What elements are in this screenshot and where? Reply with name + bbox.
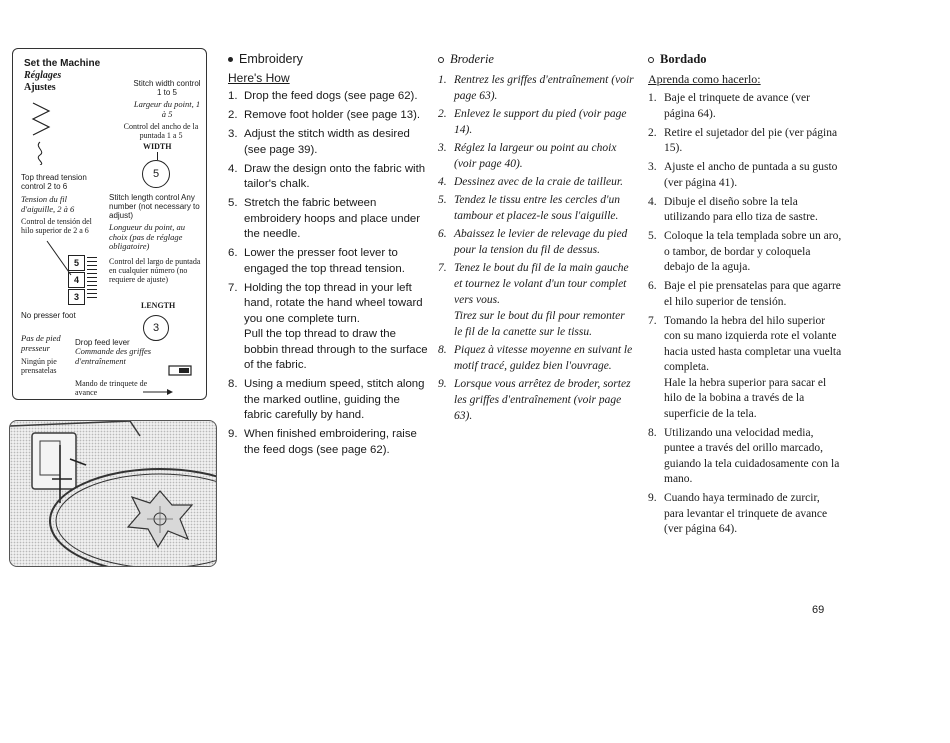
embroidery-hoop-illustration (10, 421, 216, 566)
tension-label-fr: Tension du fil d'aiguille, 2 à 6 (21, 194, 75, 214)
list-item (648, 229, 842, 276)
spanish-steps (648, 91, 842, 538)
step-number: 3. (438, 142, 447, 154)
step-number: 7. (648, 314, 657, 327)
list-item (438, 106, 635, 138)
stitch-width-label-en: Stitch width control 1 to 5 (133, 79, 201, 97)
step-number: 5. (438, 194, 447, 206)
step-number: 3. (228, 128, 238, 140)
list-item (648, 314, 842, 423)
list-item (648, 279, 842, 310)
spanish-heading-text: Bordado (660, 52, 707, 66)
bullet-icon (648, 57, 654, 63)
french-heading-text: Broderie (450, 52, 494, 66)
tension-dial-stack (68, 255, 102, 307)
step-text: Tendez le tissu entre les cercles d'un tambour et placez-le sous l'aiguille. (454, 194, 620, 222)
step-number: 6. (228, 247, 238, 259)
step-note: Tirez sur le bout du fil pour remonter le fil de la canette sur le tissu. (454, 310, 625, 338)
machine-settings-panel (12, 48, 207, 400)
list-item (648, 91, 842, 122)
tension-mark-3: 3 (68, 289, 85, 305)
stitch-length-label-es: Control del largo de puntada en cualquier número (no requiere de ajuste) (109, 257, 201, 284)
list-item (228, 246, 428, 277)
step-number: 9. (438, 378, 447, 390)
presser-foot-label-fr: Pas de pied presseur (21, 333, 61, 353)
list-item (438, 376, 635, 424)
list-item (228, 427, 428, 458)
step-text: Utilizando una velocidad media, puntee a través del orillo marcado, guiando la tela cuidadosamente con la mano. (664, 426, 840, 485)
feed-lever-label-es: Mando de trinquete de avance (75, 379, 148, 397)
step-text: Dessinez avec de la craie de tailleur. (454, 176, 623, 188)
list-item (438, 140, 635, 172)
bullet-icon (438, 57, 444, 63)
step-text: Enlevez le support du pied (voir page 14). (454, 108, 627, 136)
step-text: Rentrez les griffes d'entraînement (voir page 63). (454, 74, 634, 102)
panel-title-fr: Réglages (24, 70, 62, 81)
step-number: 8. (228, 378, 238, 390)
english-column (228, 52, 428, 462)
feed-lever-label-en: Drop feed lever (75, 338, 130, 347)
step-number: 6. (438, 228, 447, 240)
step-number: 9. (648, 492, 657, 504)
length-dial-value: 3 (152, 322, 160, 334)
width-dial-label: WIDTH (143, 142, 172, 151)
step-note: Pull the top thread to draw the bobbin thread through to the surface of the fabric. (244, 328, 428, 371)
list-item (438, 192, 635, 224)
list-item (648, 126, 842, 157)
step-text: Lower the presser foot lever to engaged the top thread tension. (244, 247, 405, 275)
list-item (438, 174, 635, 190)
list-item (228, 377, 428, 424)
step-number: 3. (648, 161, 657, 173)
embroidery-photo (9, 420, 217, 567)
spanish-subheading: Aprenda como hacerlo: (648, 72, 761, 86)
step-number: 2. (228, 109, 238, 121)
page-number: 69 (812, 604, 825, 616)
feed-lever-icon (131, 363, 203, 397)
bullet-icon (228, 57, 233, 62)
step-text: Stretch the fabric between embroidery hoops and place under the needle. (244, 197, 421, 240)
step-number: 7. (438, 262, 447, 274)
step-number: 2. (648, 126, 657, 139)
spanish-column (648, 52, 842, 541)
step-text: Baje el pie prensatelas para que agarre el hilo superior de tensión. (664, 280, 841, 308)
list-item (228, 108, 428, 124)
presser-foot-label-es: Ningún pie prensatelas (21, 357, 57, 375)
list-item (228, 89, 428, 105)
list-item (228, 127, 428, 158)
tension-mark-4: 4 (68, 272, 85, 288)
step-text: Ajuste el ancho de puntada a su gusto (ver página 41). (664, 161, 838, 189)
step-text: When finished embroidering, raise the feed dogs (see page 62). (244, 428, 417, 456)
stitch-width-label-es: Control del ancho de la puntada 1 a 5 (123, 122, 199, 140)
step-text: Réglez la largeur ou point au choix (voir page 40). (454, 142, 617, 170)
step-text: Dibuje el diseño sobre la tela utilizando para ello tiza de sastre. (664, 195, 818, 223)
french-column (438, 52, 635, 426)
spanish-heading (648, 52, 842, 67)
step-text: Coloque la tela templada sobre un aro, o tambor, de bordar y coloquela debajo de la aguja. (664, 230, 842, 273)
length-dial (143, 315, 169, 341)
tension-label-es: Control de tensión del hilo superior de 2 a 6 (21, 217, 92, 235)
panel-title-en: Set the Machine (24, 58, 101, 69)
stitch-width-label-fr: Largeur du point, 1 à 5 (133, 99, 201, 119)
step-number: 2. (438, 108, 447, 120)
step-number: 6. (648, 280, 657, 292)
english-steps (228, 89, 428, 458)
step-number: 5. (228, 197, 238, 209)
step-number: 8. (438, 344, 447, 356)
step-number: 5. (648, 230, 657, 242)
feed-lever-label-fr: Commande des griffes d'entraînement (75, 346, 152, 366)
stitch-length-label-en: Stitch length control Any number (not necessary to adjust) (109, 193, 200, 220)
step-number: 1. (228, 90, 238, 102)
step-text: Cuando haya terminado de zurcir, para levantar el trinquete de avance (ver página 64). (664, 492, 828, 535)
step-text: Remove foot holder (see page 13). (244, 109, 421, 121)
step-number: 4. (648, 195, 657, 208)
step-text: Holding the top thread in your left hand, rotate the hand wheel toward you one complete turn. (244, 281, 423, 325)
step-text: Baje el trinquete de avance (ver página 64). (664, 92, 810, 120)
zigzag-stitch-icon (29, 101, 55, 141)
tension-dial-ridges (87, 257, 97, 301)
list-item (648, 160, 842, 191)
panel-title-es: Ajustes (24, 82, 56, 93)
step-text: Abaissez le levier de relevage du pied pour la tension du fil de dessus. (454, 228, 628, 256)
step-number: 8. (648, 426, 657, 439)
list-item (438, 342, 635, 374)
width-dial (142, 160, 170, 188)
english-subheading: Here's How (228, 71, 290, 85)
list-item (228, 196, 428, 243)
step-text: Adjust the stitch width as desired (see page 39). (244, 128, 410, 156)
english-heading-text: Embroidery (239, 52, 303, 66)
list-item (228, 281, 428, 374)
presser-foot-label-en: No presser foot (21, 311, 76, 320)
step-text: Piquez à vitesse moyenne en suivant le motif tracé, guidez bien l'ouvrage. (454, 344, 633, 372)
width-dial-value: 5 (152, 168, 160, 180)
english-heading (228, 52, 428, 66)
length-dial-label: LENGTH (141, 301, 176, 310)
step-number: 7. (228, 281, 238, 294)
list-item (438, 72, 635, 104)
step-number: 1. (438, 74, 447, 86)
step-text: Using a medium speed, stitch along the marked outline, guiding the fabric carefully by hand. (244, 378, 425, 421)
list-item (648, 491, 842, 538)
step-text: Draw the design onto the fabric with tailor's chalk. (244, 162, 426, 190)
step-text: Tomando la hebra del hilo superior con su mano izquierda rote el volante hacia usted hasta completar una vuelta completa. (664, 314, 842, 373)
tension-mark-5: 5 (68, 255, 85, 271)
list-item (228, 162, 428, 193)
step-number: 4. (228, 162, 238, 175)
width-dial-pointer (157, 152, 158, 160)
stitch-length-label-fr: Longueur du point, au choix (pas de réglage obligatoire) (109, 222, 186, 251)
step-number: 4. (438, 176, 447, 188)
list-item (438, 226, 635, 258)
straight-stitch-icon (33, 141, 47, 165)
step-note: Hale la hebra superior para sacar el hilo de la bobina a través de la superficie de la tela. (664, 376, 827, 420)
step-number: 9. (228, 428, 238, 440)
list-item (648, 426, 842, 488)
step-text: Retire el sujetador del pie (ver página 15). (664, 126, 838, 154)
step-text: Tenez le bout du fil de la main gauche et tournez le volant d'un tour complet vers vous. (454, 262, 629, 306)
step-number: 1. (648, 92, 657, 104)
list-item (648, 195, 842, 226)
french-heading (438, 52, 635, 67)
french-steps (438, 72, 635, 424)
tension-label-en: Top thread tension control 2 to 6 (21, 173, 87, 191)
step-text: Lorsque vous arrêtez de broder, sortez les griffes d'entraînement (voir page 63). (454, 378, 631, 422)
step-text: Drop the feed dogs (see page 62). (244, 90, 418, 102)
list-item (438, 260, 635, 340)
